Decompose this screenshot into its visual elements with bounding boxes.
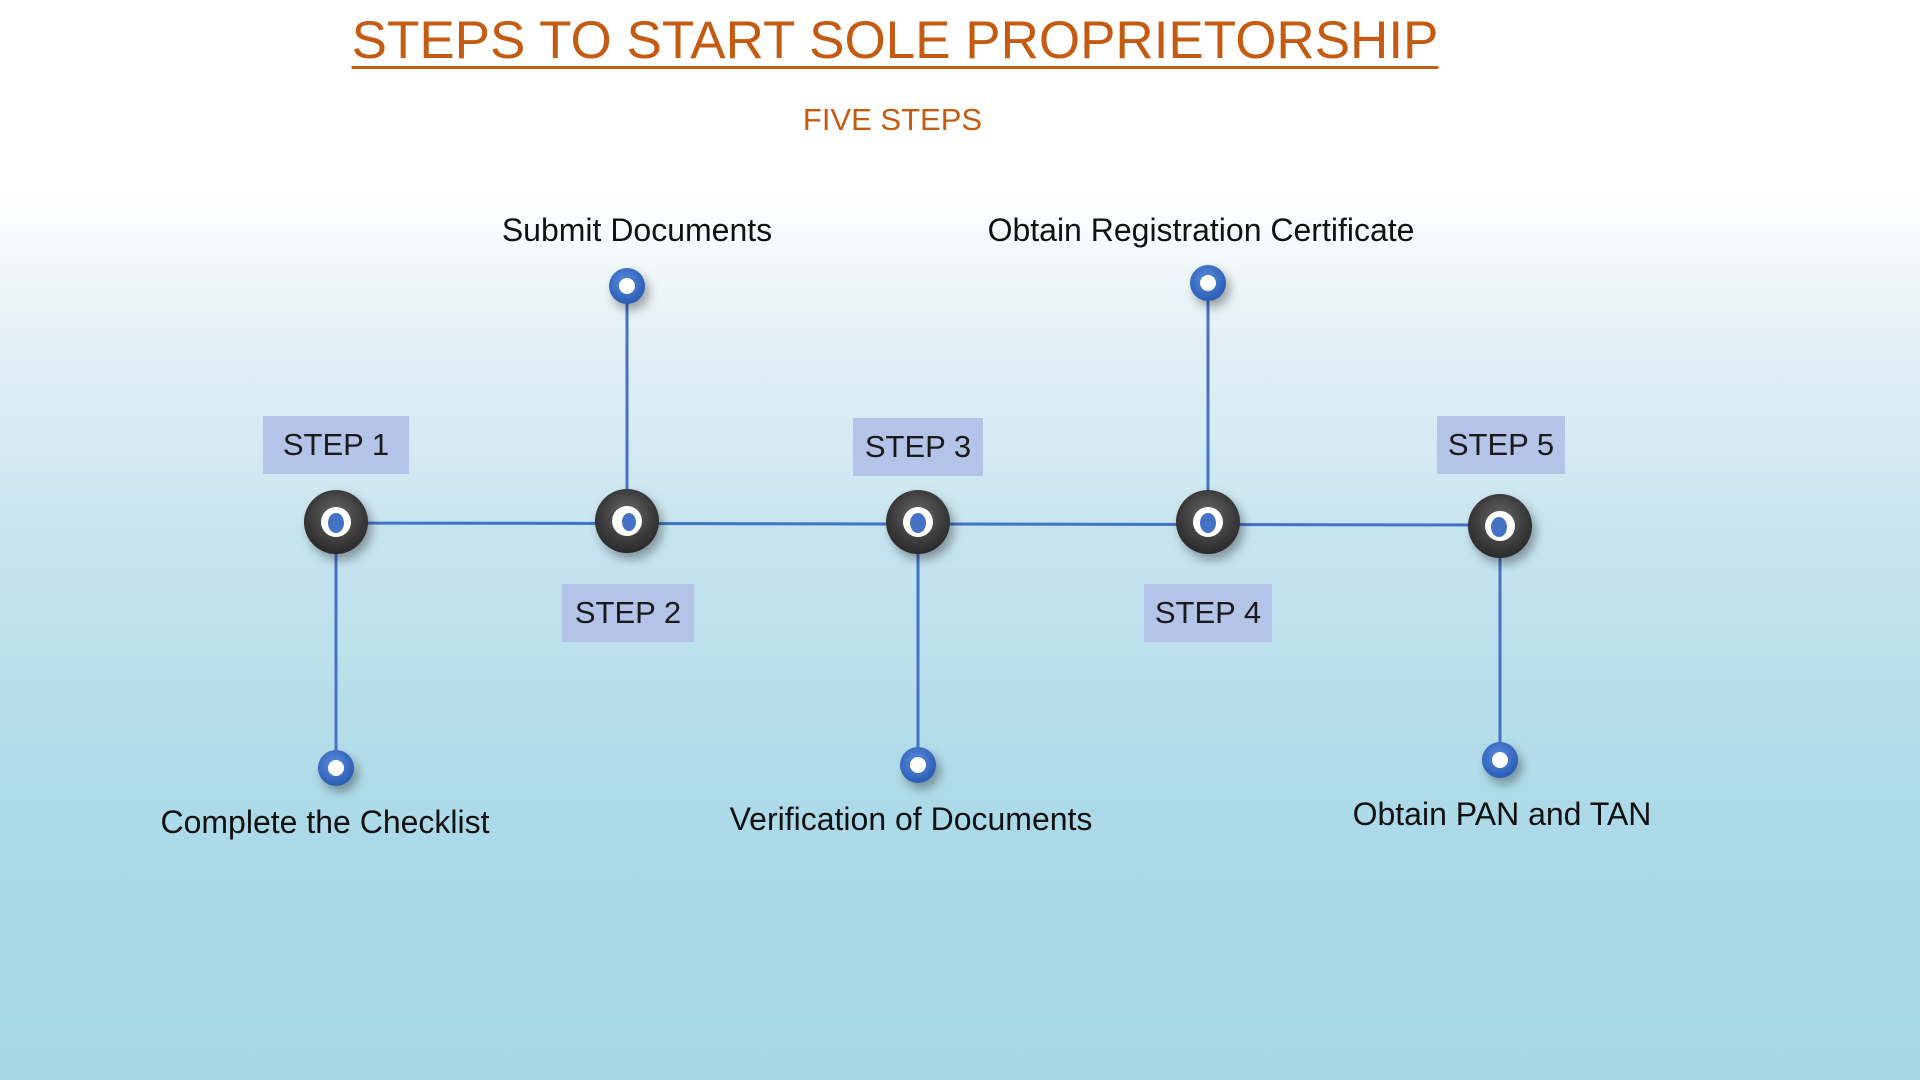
page-title: STEPS TO START SOLE PROPRIETORSHIP <box>351 11 1439 70</box>
step-description-2: Submit Documents <box>501 212 773 248</box>
step-node-3 <box>886 490 950 554</box>
step-label-5: STEP 5 <box>1437 416 1565 474</box>
end-marker-step-1 <box>318 750 354 786</box>
step-node-4 <box>1176 490 1240 554</box>
end-marker-step-3 <box>900 747 936 783</box>
step-node-2 <box>595 489 659 553</box>
step-label-1: STEP 1 <box>263 416 409 474</box>
step-label-4: STEP 4 <box>1144 584 1272 642</box>
step-label-2: STEP 2 <box>562 584 694 642</box>
end-marker-step-2 <box>609 268 645 304</box>
step-description-1: Complete the Checklist <box>160 804 490 840</box>
step-description-3: Verification of Documents <box>729 801 1093 837</box>
page-subtitle: FIVE STEPS <box>802 102 983 137</box>
step-node-5 <box>1468 494 1532 558</box>
end-marker-step-4 <box>1190 265 1226 301</box>
end-marker-step-5 <box>1482 742 1518 778</box>
step-node-1 <box>304 490 368 554</box>
step-label-3: STEP 3 <box>853 418 983 476</box>
step-description-5: Obtain PAN and TAN <box>1352 796 1652 832</box>
step-description-4: Obtain Registration Certificate <box>987 212 1415 248</box>
